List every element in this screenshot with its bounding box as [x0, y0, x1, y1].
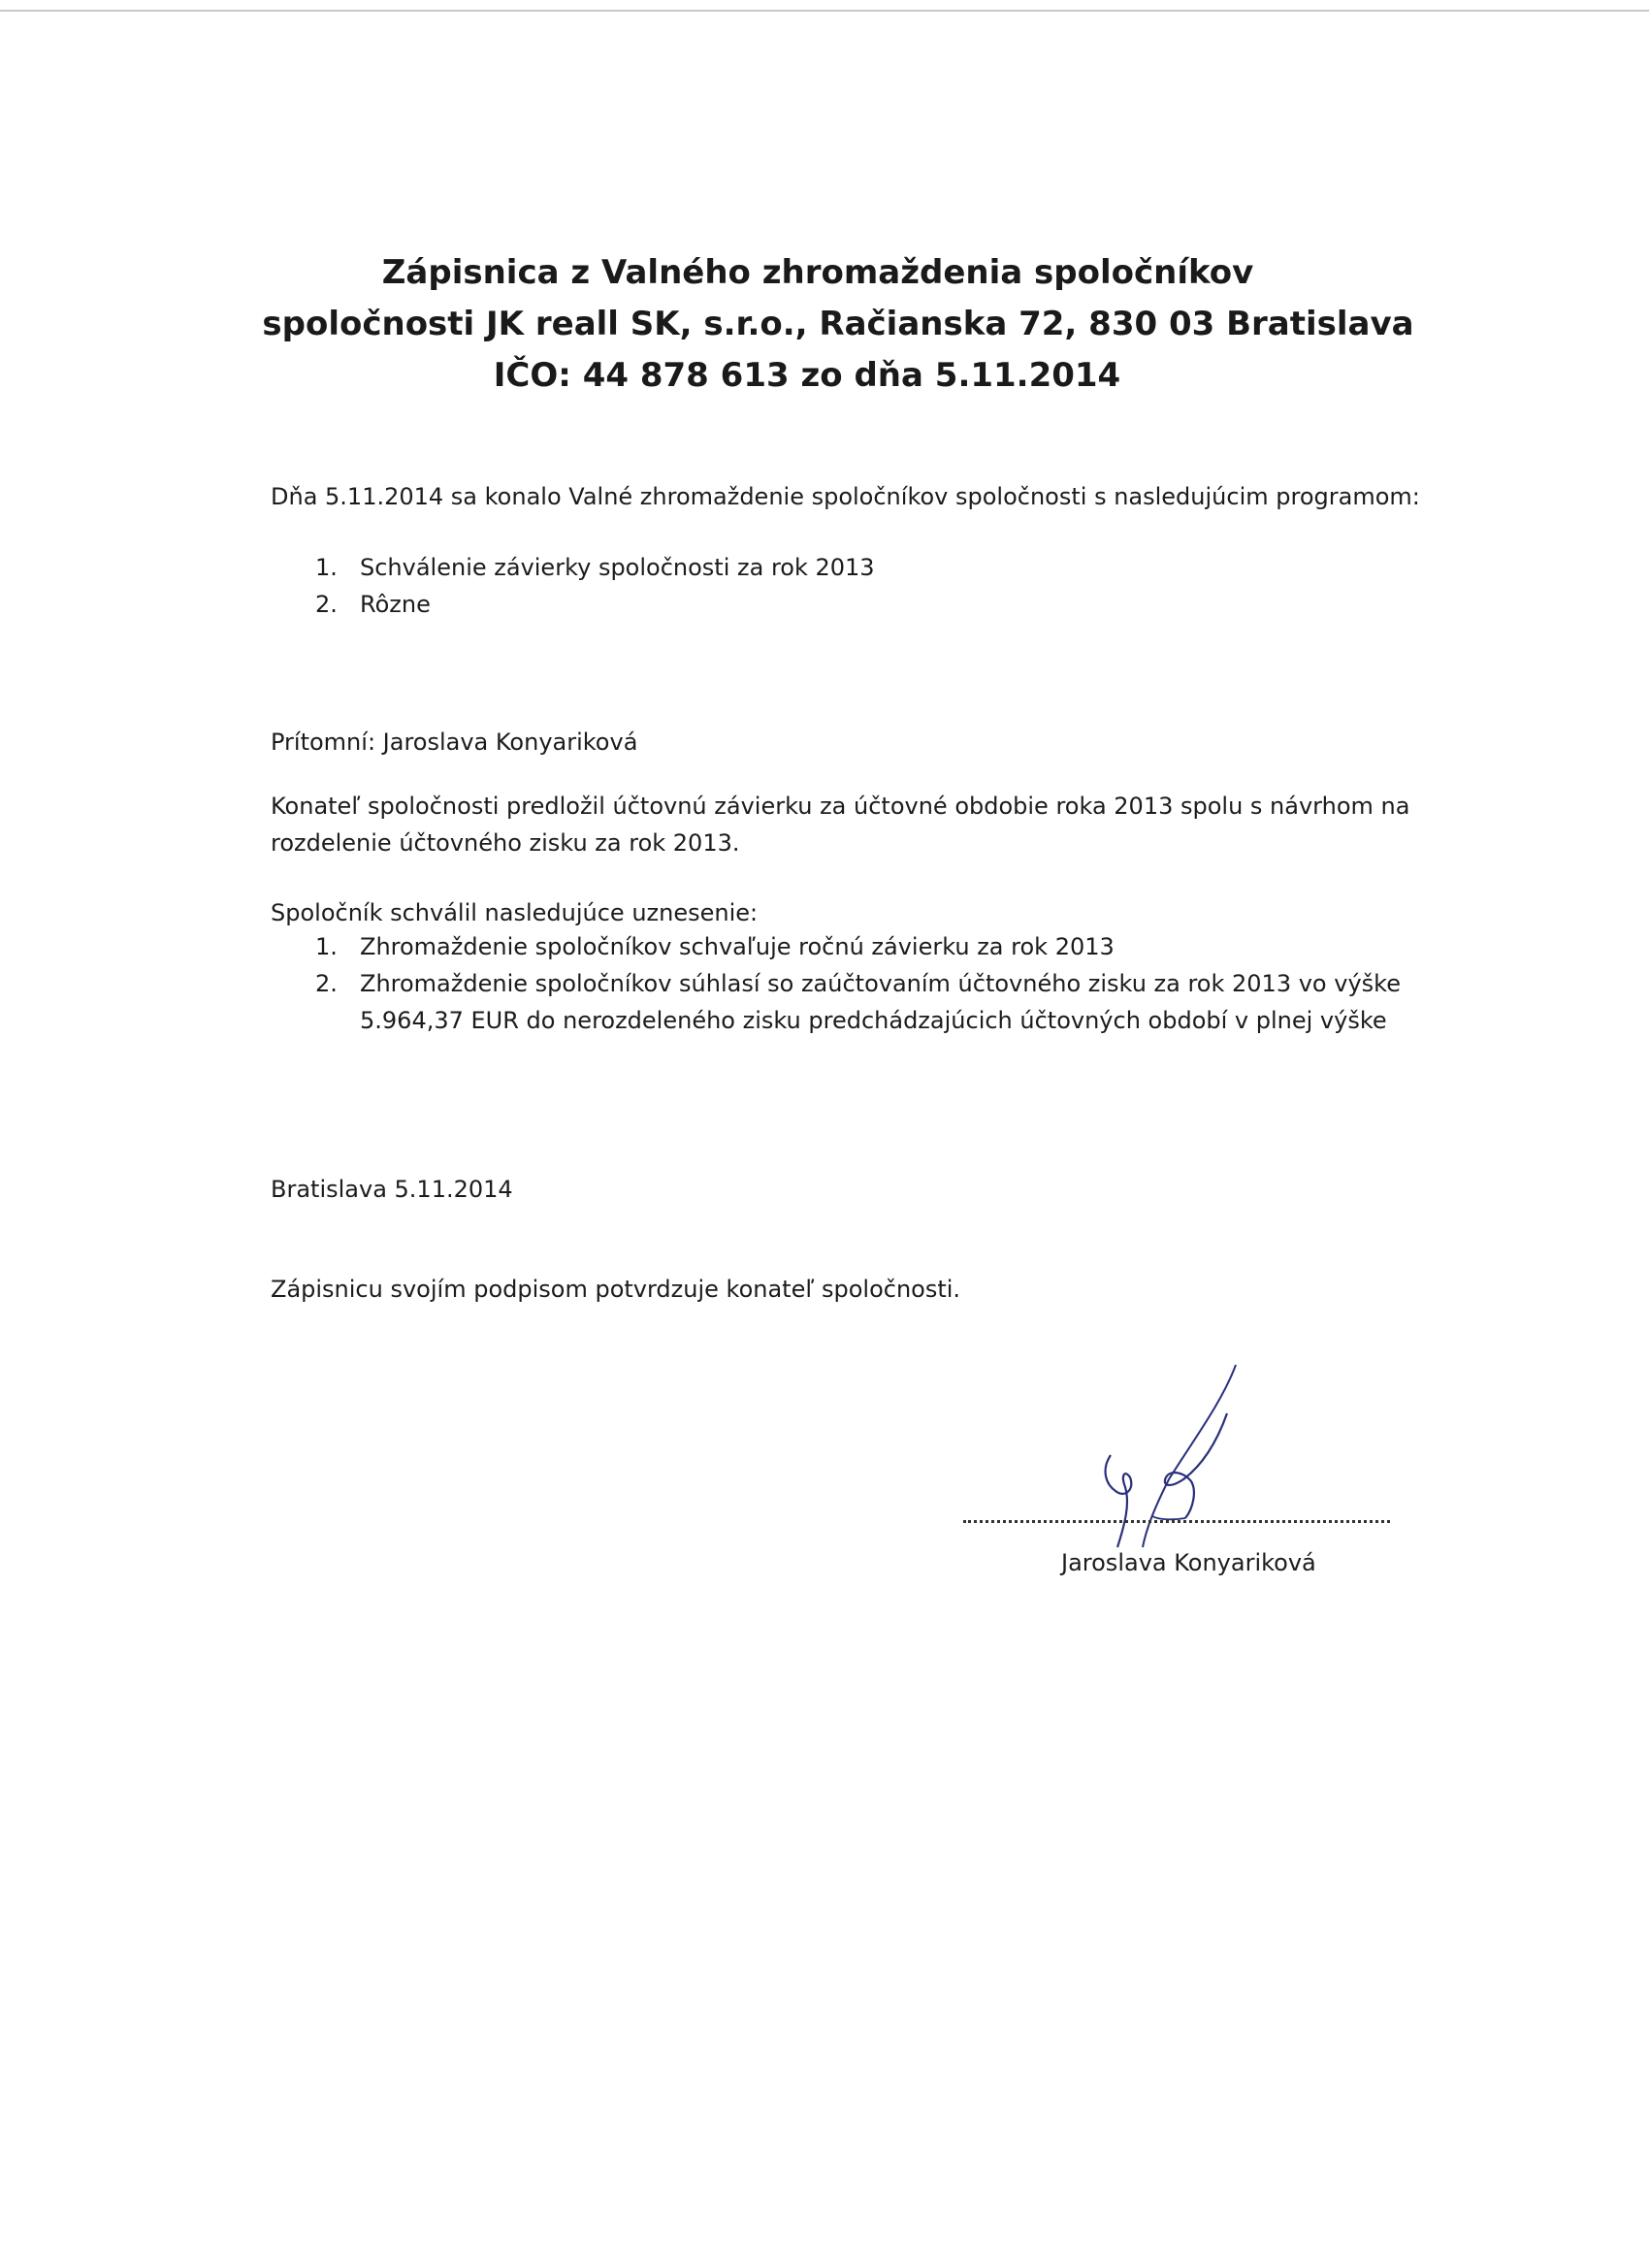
resolution-item-number: 1.	[315, 933, 338, 960]
report-line-1: Konateľ spoločnosti predložil účtovnú závierku za účtovné obdobie roka 2013 spolu s návrhom na	[271, 793, 1410, 820]
signatory-name: Jaroslava Konyariková	[1061, 1549, 1316, 1576]
agenda-item-text: Schválenie závierky spoločnosti za rok 2013	[360, 554, 875, 581]
agenda-item-number: 2.	[315, 591, 338, 618]
resolution-item-text: Zhromaždenie spoločníkov súhlasí so zaúčtovaním účtovného zisku za rok 2013 vo výške	[360, 970, 1401, 997]
resolution-item-number: 2.	[315, 970, 338, 997]
title-line-2: spoločnosti JK reall SK, s.r.o., Račianska 72, 830 03 Bratislava	[262, 305, 1414, 343]
resolution-item	[315, 965, 1401, 1039]
agenda-item	[315, 586, 875, 623]
signature-line	[963, 1520, 1390, 1523]
agenda-item-number: 1.	[315, 554, 338, 581]
resolution-item-continuation: 5.964,37 EUR do nerozdeleného zisku predchádzajúcich účtovných období v plnej výške	[360, 1007, 1387, 1034]
document-title	[0, 247, 1649, 402]
title-line-1: Zápisnica z Valného zhromaždenia spoločníkov	[381, 253, 1254, 292]
handwritten-signature	[1077, 1363, 1242, 1557]
report-line-2: rozdelenie účtovného zisku za rok 2013.	[271, 829, 740, 857]
agenda-item	[315, 549, 875, 586]
resolution-intro: Spoločník schválil nasledujúce uznesenie:	[271, 899, 759, 926]
present-line: Prítomní: Jaroslava Konyariková	[271, 729, 638, 756]
resolution-item-text: Zhromaždenie spoločníkov schvaľuje ročnú závierku za rok 2013	[360, 933, 1115, 960]
resolution-item	[315, 928, 1401, 965]
report-paragraph	[271, 788, 1409, 861]
agenda-list	[315, 549, 875, 623]
confirmation-statement: Zápisnicu svojím podpisom potvrdzuje konateľ spoločnosti.	[271, 1276, 961, 1303]
scan-top-edge	[0, 10, 1649, 12]
resolution-list	[315, 928, 1401, 1039]
intro-paragraph: Dňa 5.11.2014 sa konalo Valné zhromaždenie spoločníkov spoločnosti s nasledujúcim programom:	[271, 483, 1420, 510]
title-line-3: IČO: 44 878 613 zo dňa 5.11.2014	[493, 356, 1121, 395]
agenda-item-text: Rôzne	[360, 591, 431, 618]
place-and-date: Bratislava 5.11.2014	[271, 1176, 513, 1203]
